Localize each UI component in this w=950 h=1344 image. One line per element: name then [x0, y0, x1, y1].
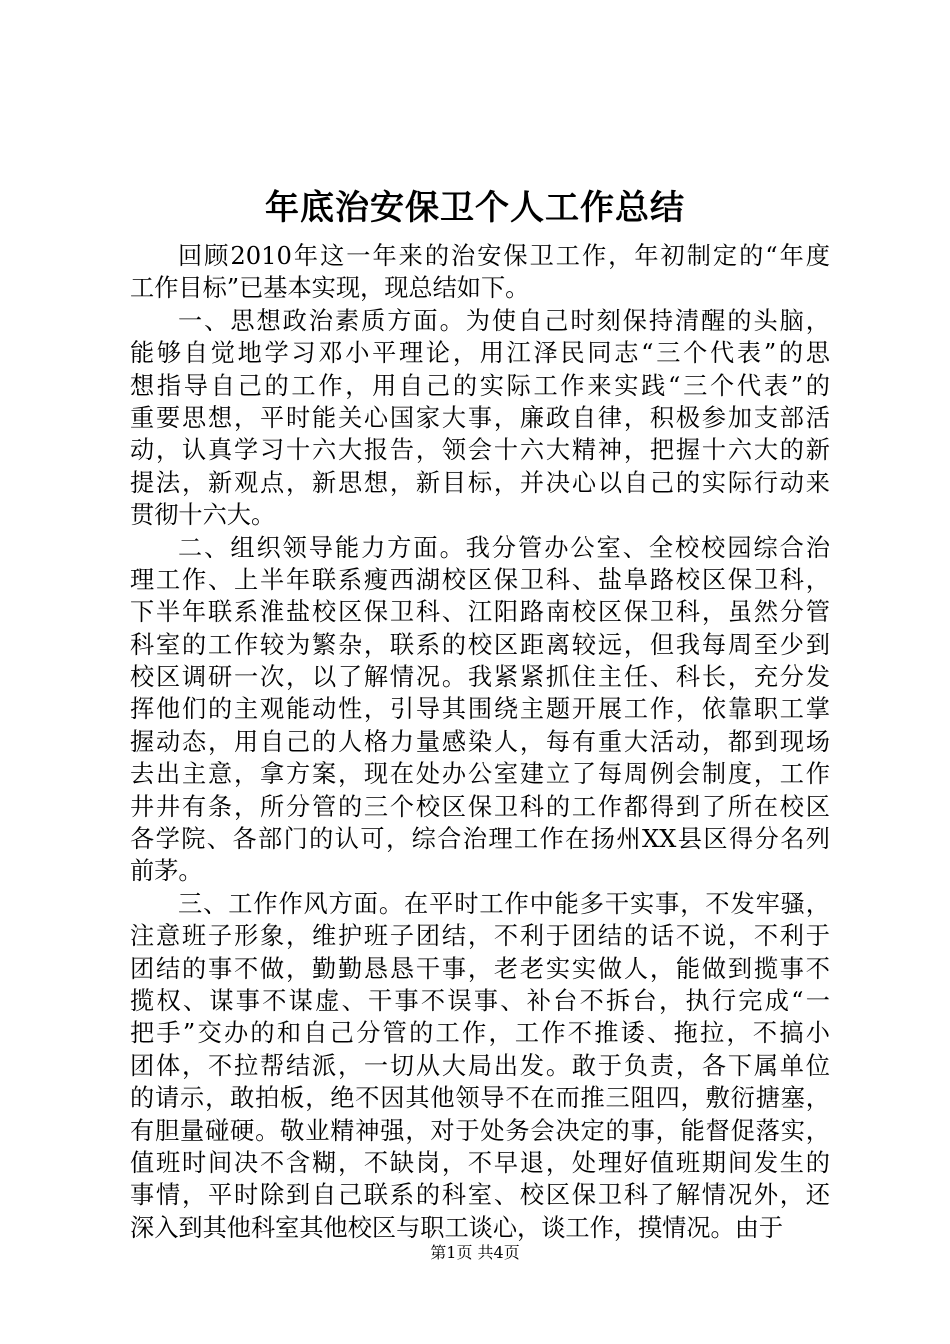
paragraph-line: 贯彻十六大。 — [130, 501, 276, 530]
page-footer: 第1页 共4页 — [430, 1243, 520, 1262]
paragraph-line: 团体，不拉帮结派，一切从大局出发。敢于负责，各下属单位 — [130, 1051, 830, 1080]
paragraph-line: 动，认真学习十六大报告，领会十六大精神，把握十六大的新 — [130, 436, 830, 465]
paragraph-line: 二、组织领导能力方面。我分管办公室、全校校园综合治 — [178, 533, 830, 562]
paragraph-line: 深入到其他科室其他校区与职工谈心，谈工作，摸情况。由于 — [130, 1213, 784, 1242]
paragraph-line: 科室的工作较为繁杂，联系的校区距离较远，但我每周至少到 — [130, 630, 830, 659]
paragraph-line: 理工作、上半年联系瘦西湖校区保卫科、盐阜路校区保卫科， — [130, 565, 830, 594]
paragraph — [130, 305, 830, 532]
paragraph-line: 揽权、谋事不谋虚、干事不误事、补台不拆台，执行完成“一 — [130, 986, 830, 1015]
document-title: 年底治安保卫个人工作总结 — [265, 188, 685, 228]
paragraph-line: 工作目标”已基本实现，现总结如下。 — [130, 274, 530, 303]
paragraph-line: 团结的事不做，勤勤恳恳干事，老老实实做人，能做到揽事不 — [130, 954, 830, 983]
paragraph-line: 的请示，敢拍板，绝不因其他领导不在而推三阻四，敷衍搪塞， — [130, 1084, 830, 1113]
paragraph-line: 事情，平时除到自己联系的科室、校区保卫科了解情况外，还 — [130, 1181, 830, 1210]
paragraph-line: 校区调研一次，以了解情况。我紧紧抓住主任、科长，充分发 — [130, 663, 830, 692]
paragraph-line: 值班时间决不含糊，不缺岗，不早退，处理好值班期间发生的 — [130, 1148, 830, 1177]
paragraph-line: 前茅。 — [130, 857, 203, 886]
paragraph-line: 三、工作作风方面。在平时工作中能多干实事，不发牢骚， — [178, 889, 830, 918]
paragraph-line: 想指导自己的工作，用自己的实际工作来实践“三个代表”的 — [130, 371, 830, 400]
paragraph — [130, 240, 830, 305]
paragraph-line: 能够自觉地学习邓小平理论，用江泽民同志“三个代表”的思 — [130, 339, 830, 368]
paragraph-line: 有胆量碰硬。敬业精神强，对于处务会决定的事，能督促落实， — [130, 1116, 830, 1145]
paragraph-line: 一、思想政治素质方面。为使自己时刻保持清醒的头脑， — [178, 306, 830, 335]
paragraph-line: 井井有条，所分管的三个校区保卫科的工作都得到了所在校区 — [130, 792, 830, 821]
paragraph — [130, 532, 830, 888]
paragraph-line: 挥他们的主观能动性，引导其围绕主题开展工作，依靠职工掌 — [130, 695, 830, 724]
paragraph-line: 下半年联系淮盐校区保卫科、江阳路南校区保卫科，虽然分管 — [130, 598, 830, 627]
paragraph-line: 重要思想，平时能关心国家大事，廉政自律，积极参加支部活 — [130, 403, 830, 432]
paragraph-line: 提法，新观点，新思想，新目标，并决心以自己的实际行动来 — [130, 468, 830, 497]
paragraph-line: 注意班子形象，维护班子团结，不利于团结的话不说，不利于 — [130, 922, 830, 951]
paragraph-line: 把手”交办的和自己分管的工作，工作不推诿、拖拉，不搞小 — [130, 1019, 830, 1048]
paragraph-line: 握动态，用自己的人格力量感染人，每有重大活动，都到现场 — [130, 727, 830, 756]
paragraph-line: 去出主意，拿方案，现在处办公室建立了每周例会制度，工作 — [130, 760, 830, 789]
paragraph-line: 回顾2010年这一年来的治安保卫工作，年初制定的“年度 — [178, 242, 830, 270]
document-body — [130, 240, 830, 1244]
paragraph-line: 各学院、各部门的认可，综合治理工作在扬州XX县区得分名列 — [130, 825, 830, 854]
paragraph — [130, 888, 830, 1244]
